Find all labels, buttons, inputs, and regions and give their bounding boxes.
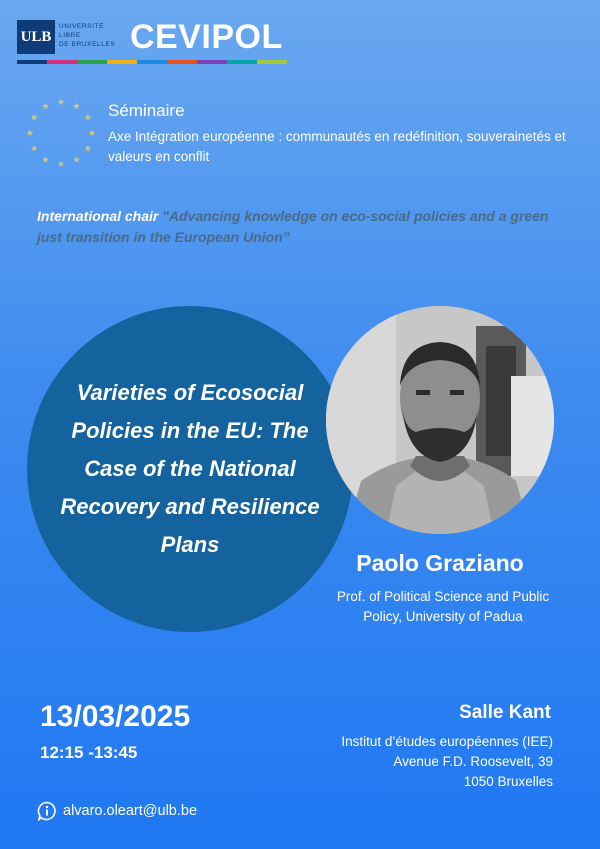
stripe-segment [197, 60, 227, 64]
stripe-segment [107, 60, 137, 64]
color-stripe [17, 60, 287, 64]
speaker-name: Paolo Graziano [356, 550, 524, 576]
talk-title: Varieties of Ecosocial Policies in the EU: The Case of the National Recovery and Resilience Plans [60, 380, 320, 557]
eu-star [42, 156, 49, 163]
stripe-segment [137, 60, 167, 64]
stripe-segment [47, 60, 77, 64]
stripe-segment [167, 60, 197, 64]
chair-title: "Advancing knowledge on eco-social policies and a green just transition in the European Union” [37, 208, 549, 245]
ulb-logo: ULB [17, 20, 55, 54]
speaker-portrait-image [326, 306, 554, 534]
stripe-segment [77, 60, 107, 64]
affiliation-line-2: Policy, University of Padua [363, 609, 523, 624]
eu-star [42, 103, 49, 110]
talk-title-circle [27, 306, 353, 632]
international-chair [37, 206, 557, 248]
speaker-affiliation [310, 587, 576, 627]
venue-name: Salle Kant [459, 702, 551, 723]
header-logos [17, 17, 287, 67]
seminar-axis: Axe Intégration européenne : communautés en redéfinition, souverainetés et valeurs en conflit [108, 129, 566, 164]
venue-line-2: Avenue F.D. Roosevelt, 39 [393, 754, 553, 769]
eu-star [89, 129, 96, 136]
eu-star [84, 145, 91, 152]
eu-star [73, 156, 80, 163]
event-time: 12:15 -13:45 [40, 743, 138, 762]
eu-stars-icon [25, 97, 97, 169]
seminar-label: Séminaire [108, 101, 185, 120]
stripe-segment [257, 60, 287, 64]
contact [37, 801, 197, 821]
eu-star [73, 103, 80, 110]
chair-prefix: International chair [37, 208, 159, 224]
eu-star [31, 145, 38, 152]
info-icon [37, 801, 57, 821]
affiliation-line-1: Prof. of Political Science and Public [336, 589, 550, 604]
venue-address [341, 732, 553, 792]
ulb-wordmark [59, 22, 115, 49]
event-date: 13/03/2025 [40, 700, 191, 733]
ulb-line-1: UNIVERSITÉ [59, 23, 105, 30]
eu-star [84, 114, 91, 121]
eu-star [27, 129, 34, 136]
cevipol-logo: CEVIPOL [130, 18, 283, 56]
venue-line-1: Institut d’études européennes (IEE) [341, 734, 553, 749]
eu-star [31, 114, 38, 121]
stripe-segment [17, 60, 47, 64]
speaker-photo [326, 306, 554, 534]
eu-star [58, 160, 65, 167]
contact-email-link[interactable]: alvaro.oleart@ulb.be [63, 803, 198, 819]
stripe-segment [227, 60, 257, 64]
ulb-line-3: DE BRUXELLES [59, 41, 116, 48]
eu-star [58, 98, 65, 105]
ulb-line-2: LIBRE [59, 32, 81, 39]
venue-line-3: 1050 Bruxelles [463, 774, 553, 789]
